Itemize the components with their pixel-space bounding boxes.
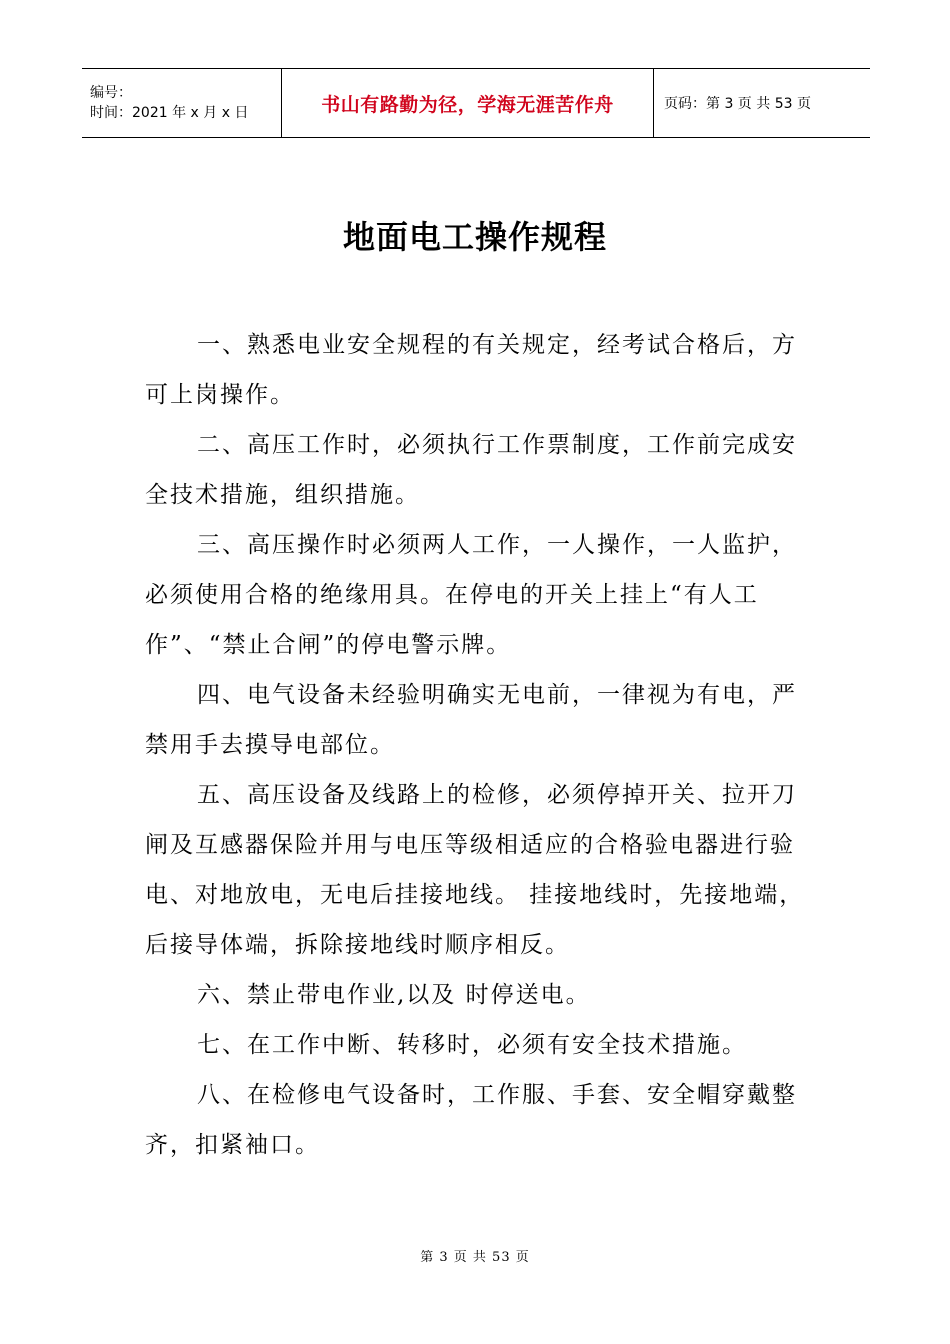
document-number-label: 编号：: [90, 85, 132, 101]
paragraph-1: 一、熟悉电业安全规程的有关规定，经考试合格后，方可上岗操作。: [145, 332, 797, 408]
header-motto: 书山有路勤为径，学海无涯苦作舟: [321, 93, 614, 116]
header-motto-cell: [282, 69, 654, 137]
paragraph-3: 三、高压操作时必须两人工作，一人操作，一人监护，必须使用合格的绝缘用具。在停电的开关上挂上“有人工作”、“禁止合闸”的停电警示牌。: [145, 532, 797, 658]
document-time: 时间：2021 年 x 月 x 日: [90, 105, 249, 121]
paragraph-2: 二、高压工作时，必须执行工作票制度，工作前完成安全技术措施，组织措施。: [145, 432, 797, 508]
paragraph-4: 四、电气设备未经验明确实无电前，一律视为有电，严禁用手去摸导电部位。: [145, 682, 797, 758]
paragraph-8: 八、在检修电气设备时，工作服、手套、安全帽穿戴整齐，扣紧袖口。: [145, 1082, 797, 1158]
paragraph-7: 七、在工作中断、转移时，必须有安全技术措施。: [197, 1032, 747, 1058]
header-meta: [82, 69, 282, 137]
document-header: [82, 68, 870, 138]
page-footer: 第 3 页 共 53 页: [420, 1250, 530, 1265]
paragraph-5: 五、高压设备及线路上的检修，必须停掉开关、拉开刀闸及互感器保险并用与电压等级相适应的合格验电器进行验电、对地放电，无电后挂接地线。 挂接地线时，先接地端，后接导体端，拆除接地线时顺序相反。: [145, 782, 805, 958]
paragraph-6: 六、禁止带电作业,以及 时停送电。: [197, 982, 591, 1008]
header-page-cell: [654, 69, 870, 137]
document-body: [145, 320, 817, 1170]
document-title: 地面电工操作规程: [342, 218, 607, 256]
header-page-info: 页码：第 3 页 共 53 页: [664, 96, 811, 112]
